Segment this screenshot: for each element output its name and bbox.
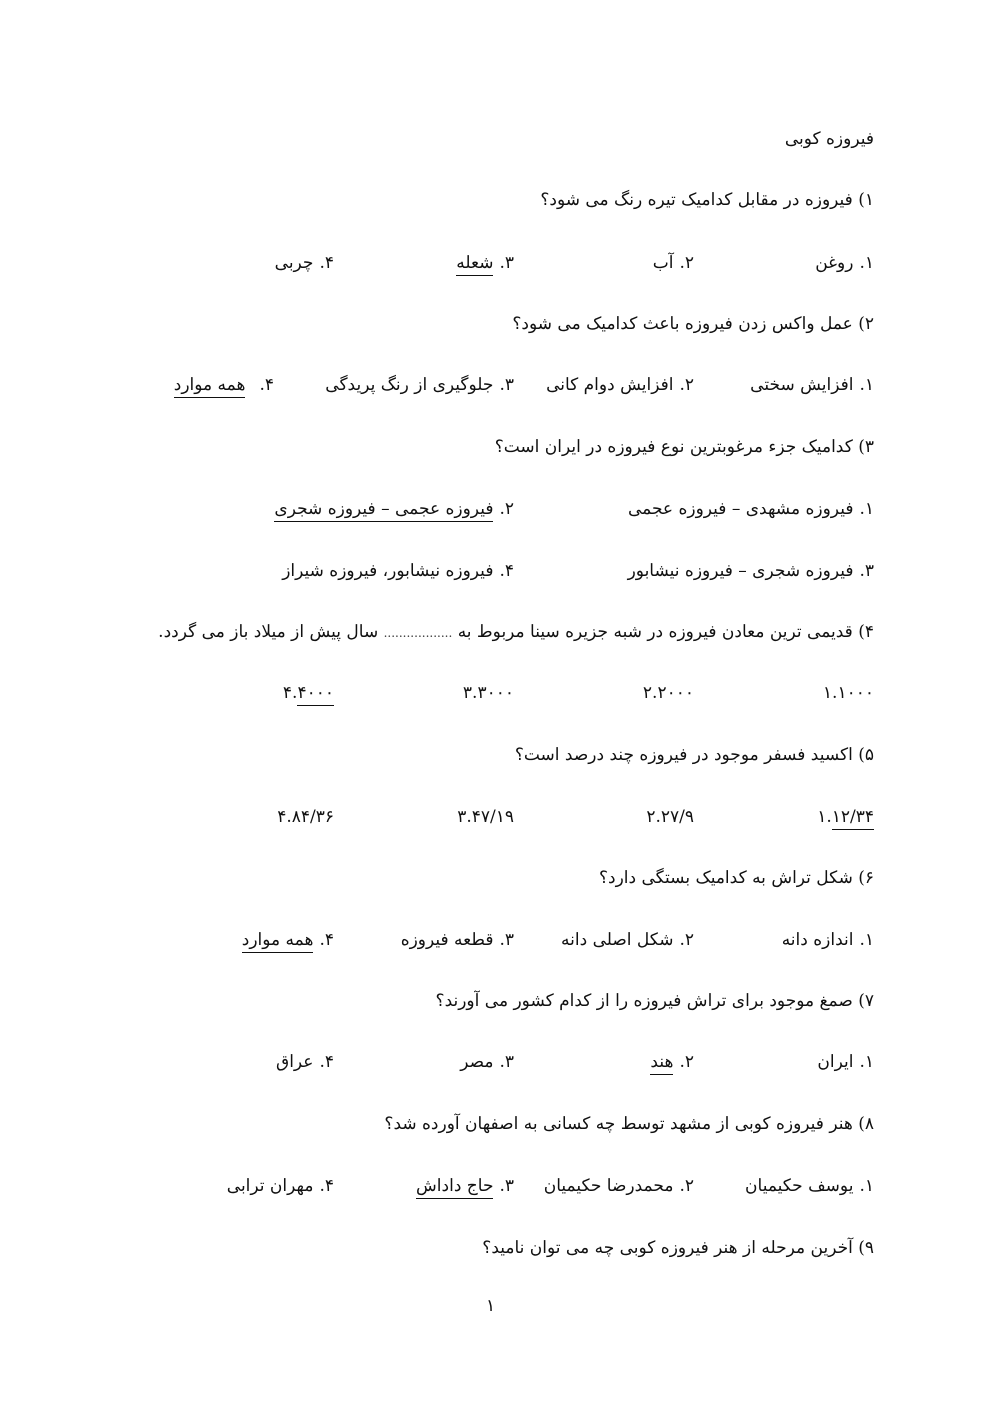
q2-option-4: ۴.همه موارد (174, 373, 274, 397)
q2-option-3: ۳.جلوگیری از رنگ پریدگی (325, 375, 514, 395)
q8-option-3: ۳.حاج داداش (416, 1174, 514, 1198)
q5-option-4: ۴.۸۴/۳۶ (277, 807, 334, 827)
question-2: ۲) عمل واکس زدن فیروزه باعث کدامیک می شود؟ (512, 314, 874, 334)
page-number: ۱ (486, 1296, 496, 1316)
question-3: ۳) کدامیک جزء مرغوبترین نوع فیروزه در ایران است؟ (494, 437, 874, 457)
question-1: ۱) فیروزه در مقابل کدامیک تیره رنگ می شود؟ (540, 190, 874, 210)
q5-option-2: ۲.۲۷/۹ (646, 807, 694, 827)
q6-option-4: ۴.همه موارد (242, 928, 334, 952)
correct-answer-underline: فیروزه عجمی – فیروزه شجری (274, 499, 493, 522)
q5-option-1: ۱.۱۲/۳۴ (811, 805, 874, 829)
q3-option-2: ۲.فیروزه عجمی – فیروزه شجری (274, 497, 514, 521)
q1-option-1: ۱.روغن (815, 253, 874, 273)
q4-option-1: ۱.۱۰۰۰ (822, 683, 874, 703)
q3-option-3: ۳.فیروزه شجری – فیروزه نیشابور (627, 561, 874, 581)
q7-option-1: ۱.ایران (817, 1052, 874, 1072)
q1-option-2: ۲.آب (652, 253, 694, 273)
q6-option-3: ۳.قطعه فیروزه (400, 930, 514, 950)
q7-option-3: ۳.مصر (460, 1052, 514, 1072)
page-title: فیروزه کوبی (784, 129, 874, 149)
question-8: ۸) هنر فیروزه کوبی از مشهد توسط چه کسانی به اصفهان آورده شد؟ (384, 1114, 874, 1134)
q8-option-1: ۱.یوسف حکیمیان (745, 1176, 874, 1196)
correct-answer-underline: حاج داداش (416, 1176, 493, 1199)
question-5: ۵) اکسید فسفر موجود در فیروزه چند درصد است؟ (514, 745, 874, 765)
correct-answer-underline: شعله (456, 253, 493, 276)
q3-option-4: ۴.فیروزه نیشابور، فیروزه شیراز (282, 561, 514, 581)
question-9: ۹) آخرین مرحله از هنر فیروزه کوبی چه می توان نامید؟ (482, 1238, 874, 1258)
q6-option-1: ۱.اندازه دانه (781, 930, 874, 950)
q4-option-3: ۳.۳۰۰۰ (462, 683, 514, 703)
correct-answer-underline: ۱۲/۳۴ (832, 807, 874, 830)
q7-option-4: ۴.عراق (276, 1052, 334, 1072)
q1-option-3: ۳.شعله (456, 251, 514, 275)
q3-option-1: ۱.فیروزه مشهدی – فیروزه عجمی (627, 499, 874, 519)
q2-option-1: ۱.افزایش سختی (750, 375, 874, 395)
correct-answer-underline: همه موارد (242, 930, 314, 953)
q4-option-2: ۲.۲۰۰۰ (642, 683, 694, 703)
question-6: ۶) شکل تراش به کدامیک بستگی دارد؟ (598, 868, 874, 888)
q8-option-2: ۲.محمدرضا حکیمیان (543, 1176, 694, 1196)
q2-option-2: ۲.افزایش دوام کانی (546, 375, 694, 395)
question-4: ۴) قدیمی ترین معادن فیروزه در شبه جزیره سینا مربوط به .................. سال پیش از میلاد باز می گردد. (158, 622, 874, 642)
correct-answer-underline: ۴۰۰۰ (297, 683, 334, 706)
q7-option-2: ۲.هند (650, 1050, 694, 1074)
correct-answer-underline: همه موارد (174, 375, 246, 398)
correct-answer-underline: هند (650, 1052, 673, 1075)
blank-dots: .................. (383, 626, 453, 640)
question-7: ۷) صمغ موجود برای تراش فیروزه را از کدام کشور می آورند؟ (435, 991, 874, 1011)
q4-option-4: ۴.۴۰۰۰ (277, 681, 334, 705)
q1-option-4: ۴.چربی (274, 253, 334, 273)
q5-option-3: ۳.۴۷/۱۹ (457, 807, 514, 827)
q6-option-2: ۲.شکل اصلی دانه (561, 930, 694, 950)
q8-option-4: ۴.مهران ترابی (226, 1176, 334, 1196)
